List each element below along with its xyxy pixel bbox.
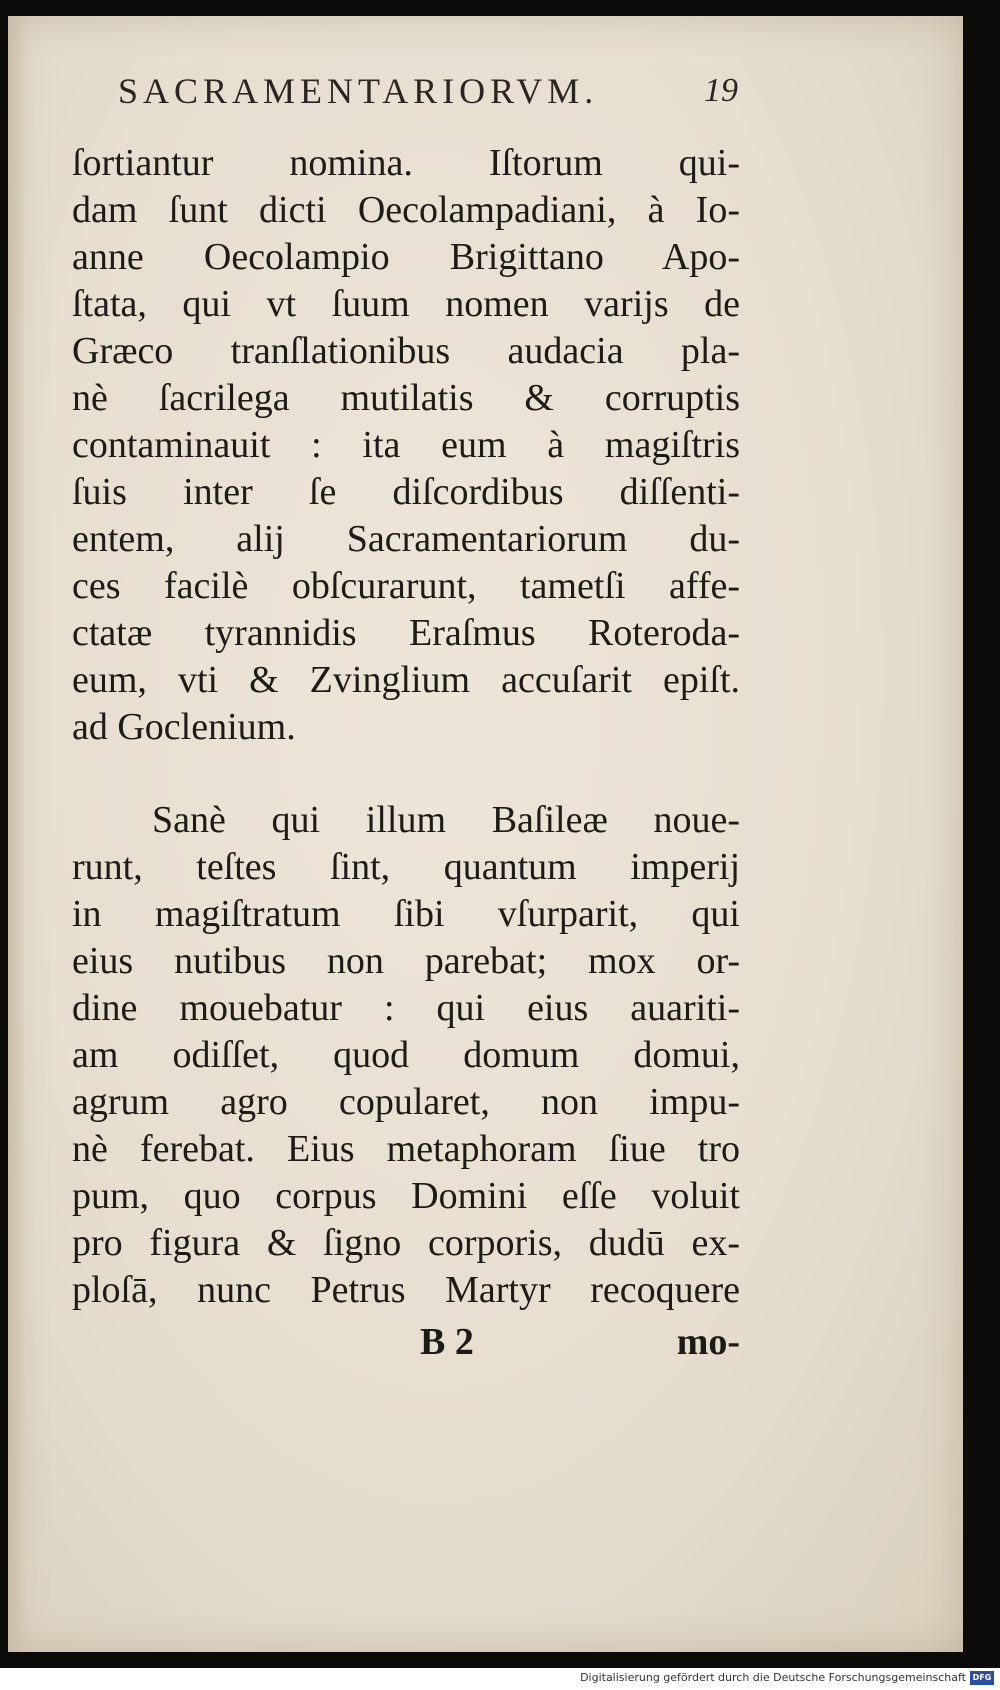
text-line: runt, teſtes ſint, quantum imperij — [72, 846, 740, 888]
running-head: SACRAMENTARIORVM. — [118, 71, 599, 111]
text-line: ſortiantur nomina. Iſtorum qui- — [72, 142, 740, 184]
page-footer — [420, 1320, 740, 1370]
text-line: ces facilè obſcurarunt, tametſi affe- — [72, 565, 740, 607]
text-line: am odiſſet, quod domum domui, — [72, 1034, 740, 1076]
body-text — [72, 140, 740, 1314]
text-line: eum, vti & Zvinglium accuſarit epiſt. — [72, 659, 740, 701]
text-line: pro figura & ſigno corporis, dudū ex- — [72, 1222, 740, 1264]
text-line: entem, alij Sacramentariorum du- — [72, 518, 740, 560]
catchword: mo- — [676, 1321, 740, 1363]
text-line: contaminauit : ita eum à magiſtris — [72, 424, 740, 466]
text-line: dam ſunt dicti Oecolampadiani, à Io- — [72, 189, 740, 231]
text-line: ad Goclenium. — [72, 706, 296, 748]
paragraph-1 — [72, 140, 740, 751]
signature-mark: B 2 — [420, 1321, 474, 1363]
credit-bar — [0, 1668, 1000, 1690]
text-line: ſuis inter ſe diſcordibus diſſenti- — [72, 471, 740, 513]
paragraph-2 — [72, 797, 740, 1314]
text-line: dine mouebatur : qui eius auariti- — [72, 987, 740, 1029]
text-line: pum, quo corpus Domini eſſe voluit — [72, 1175, 740, 1217]
text-line: ſtata, qui vt ſuum nomen varijs de — [72, 283, 740, 325]
text-line: ctatæ tyrannidis Eraſmus Roteroda- — [72, 612, 740, 654]
text-line: agrum agro copularet, non impu- — [72, 1081, 740, 1123]
text-line: nè ſacrilega mutilatis & corruptis — [72, 377, 740, 419]
dfg-logo-icon: DFG — [970, 1671, 994, 1685]
credit-text: Digitalisierung gefördert durch die Deutsche Forschungsgemeinschaft — [580, 1671, 966, 1684]
page-header — [118, 70, 738, 120]
text-line: in magiſtratum ſibi vſurparit, qui — [72, 893, 740, 935]
text-line: Græco tranſlationibus audacia pla- — [72, 330, 740, 372]
text-line: eius nutibus non parebat; mox or- — [72, 940, 740, 982]
text-line: anne Oecolampio Brigittano Apo- — [72, 236, 740, 278]
page-gutter-shadow — [8, 16, 26, 1652]
text-line: nè ferebat. Eius metaphoram ſiue tro — [72, 1128, 740, 1170]
paragraph-spacer — [72, 751, 740, 797]
text-line: ploſā, nunc Petrus Martyr recoquere — [72, 1269, 740, 1311]
text-line: Sanè qui illum Baſileæ noue- — [152, 799, 740, 841]
page-number: 19 — [704, 72, 738, 109]
